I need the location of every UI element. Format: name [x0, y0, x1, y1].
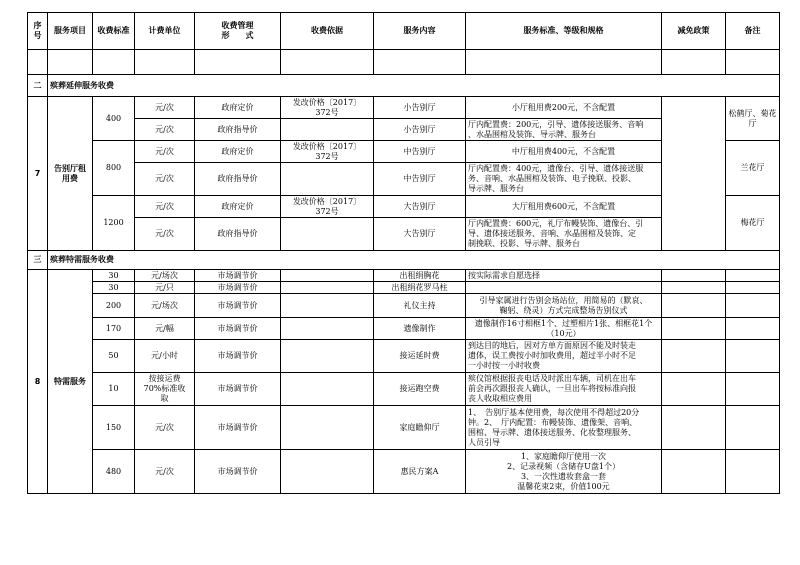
table-row: [28, 318, 780, 340]
price-cell: 50: [93, 340, 135, 373]
header-standard: 收费标准: [93, 13, 135, 50]
unit-cell: 元/次: [135, 163, 195, 196]
unit-cell: 元/次: [135, 450, 195, 494]
unit-cell: 元/场次: [135, 294, 195, 318]
basis-cell: [281, 218, 374, 251]
price-cell: 30: [93, 270, 135, 282]
item-special-service: 特需服务: [48, 270, 93, 494]
price-cell: 10: [93, 373, 135, 406]
basis-cell: [281, 450, 374, 494]
spec-cell: 厅内配置费：600元，礼厅布幔装饰、遗像台、引 导、遗体接送服务、音响、水晶围棺及装饰、定 制挽联、投影、导示牌、服务台: [466, 218, 662, 251]
section-row-3: [28, 251, 780, 270]
note-cell: 兰花厅: [726, 141, 780, 196]
note-cell: [726, 270, 780, 282]
form-cell: 市场调节价: [195, 318, 281, 340]
spec-cell: 1、 告别厅基本使用费，每次使用不得超过20分 钟。2、 厅内配置：布幔装饰、遗像架、音响、 围棺、导示牌、遗体接送服务、化妆整理服务、 人员引导: [466, 406, 662, 450]
basis-cell: [281, 373, 374, 406]
item-hall-rental: 告别厅租 用费: [48, 97, 93, 251]
table-row: [28, 406, 780, 450]
policy-cell: [662, 373, 726, 406]
price-cell: 480: [93, 450, 135, 494]
content-cell: 中告别厅: [374, 141, 466, 163]
form-cell: 政府定价: [195, 141, 281, 163]
form-cell: 政府指导价: [195, 119, 281, 141]
header-item: 服务项目: [48, 13, 93, 50]
price-cell: 170: [93, 318, 135, 340]
empty-row: [28, 50, 780, 75]
note-cell: [726, 340, 780, 373]
spec-cell: 按实际需求自愿选择: [466, 270, 662, 282]
price-cell: 30: [93, 282, 135, 294]
form-cell: 政府定价: [195, 97, 281, 119]
content-cell: 出租绢胸花: [374, 270, 466, 282]
header-policy: 减免政策: [662, 13, 726, 50]
unit-cell: 元/次: [135, 97, 195, 119]
form-cell: 政府定价: [195, 196, 281, 218]
basis-cell: [281, 163, 374, 196]
note-cell: [726, 406, 780, 450]
spec-cell: 厅内配置费：400元，遗像台、引导、遗体接送服 务、音响、水晶围棺及装饰、电子挽联、投影、 导示牌、服务台: [466, 163, 662, 196]
policy-cell: [662, 406, 726, 450]
price-cell: 200: [93, 294, 135, 318]
content-cell: 小告别厅: [374, 97, 466, 119]
basis-cell: 发改价格〔2017〕 372号: [281, 97, 374, 119]
table-row: [28, 97, 780, 119]
spec-cell: 1、家庭瞻仰厅使用一次 2、记录视频（含储存U盘1个） 3、一次性遗妆套盒一套 温馨花束2束，价值100元: [466, 450, 662, 494]
header-form: 收费管理 形 式: [195, 13, 281, 50]
form-cell: 政府指导价: [195, 218, 281, 251]
spec-cell: [466, 282, 662, 294]
policy-cell: [662, 450, 726, 494]
basis-cell: [281, 270, 374, 282]
form-cell: 市场调节价: [195, 294, 281, 318]
price-cell: 150: [93, 406, 135, 450]
content-cell: 接运跑空费: [374, 373, 466, 406]
form-cell: 政府指导价: [195, 163, 281, 196]
content-cell: 出租绢花罗马柱: [374, 282, 466, 294]
basis-cell: [281, 119, 374, 141]
content-cell: 大告别厅: [374, 218, 466, 251]
header-content: 服务内容: [374, 13, 466, 50]
note-cell: 梅花厅: [726, 196, 780, 251]
basis-cell: [281, 294, 374, 318]
header-basis: 收费依据: [281, 13, 374, 50]
table-row: [28, 450, 780, 494]
header-seq: 序号: [28, 13, 48, 50]
header-unit: 计费单位: [135, 13, 195, 50]
unit-cell: 元/场次: [135, 270, 195, 282]
unit-cell: 元/幅: [135, 318, 195, 340]
policy-cell: [662, 270, 726, 282]
note-cell: [726, 282, 780, 294]
basis-cell: 发改价格〔2017〕 372号: [281, 141, 374, 163]
spec-cell: 到达目的地后，因对方单方面原因不能及时装走 遗体，误工费按小时加收费用，超过半小时不足 一小时按一小时收费: [466, 340, 662, 373]
unit-cell: 元/次: [135, 119, 195, 141]
seq-8: 8: [28, 270, 48, 494]
form-cell: 市场调节价: [195, 270, 281, 282]
content-cell: 大告别厅: [374, 196, 466, 218]
table-row: [28, 294, 780, 318]
fee-table: [27, 12, 780, 494]
content-cell: 接运延时费: [374, 340, 466, 373]
seq-7: 7: [28, 97, 48, 251]
header-note: 备注: [726, 13, 780, 50]
spec-cell: 大厅租用费600元，不含配置: [466, 196, 662, 218]
table-row: [28, 282, 780, 294]
basis-cell: [281, 406, 374, 450]
policy-cell: [662, 97, 726, 251]
table-row: [28, 340, 780, 373]
content-cell: 家庭瞻仰厅: [374, 406, 466, 450]
section-3-number: 三: [28, 251, 48, 270]
basis-cell: 发改价格〔2017〕 372号: [281, 196, 374, 218]
note-cell: [726, 450, 780, 494]
section-row-2: [28, 75, 780, 97]
basis-cell: [281, 282, 374, 294]
policy-cell: [662, 282, 726, 294]
table-row: [28, 373, 780, 406]
section-3-title: 殡葬特需服务收费: [48, 251, 780, 270]
spec-cell: 中厅租用费400元，不含配置: [466, 141, 662, 163]
note-cell: [726, 318, 780, 340]
spec-cell: 殡仪馆根据报丧电话及时派出车辆，司机在出车 前会再次跟报丧人确认，一旦出车将按标准向报 丧人收取相应费用: [466, 373, 662, 406]
unit-cell: 元/次: [135, 406, 195, 450]
note-cell: [726, 294, 780, 318]
unit-cell: 元/小时: [135, 340, 195, 373]
unit-cell: 按接运费 70%标准收 取: [135, 373, 195, 406]
price-cell: 400: [93, 97, 135, 141]
policy-cell: [662, 294, 726, 318]
unit-cell: 元/次: [135, 196, 195, 218]
basis-cell: [281, 340, 374, 373]
form-cell: 市场调节价: [195, 373, 281, 406]
content-cell: 遗像制作: [374, 318, 466, 340]
section-2-title: 殡葬延伸服务收费: [48, 75, 780, 97]
header-row: [28, 13, 780, 50]
note-cell: [726, 373, 780, 406]
price-cell: 1200: [93, 196, 135, 251]
table-row: [28, 270, 780, 282]
policy-cell: [662, 340, 726, 373]
note-cell: 松鹤厅、菊花 厅: [726, 97, 780, 141]
basis-cell: [281, 318, 374, 340]
form-cell: 市场调节价: [195, 282, 281, 294]
unit-cell: 元/只: [135, 282, 195, 294]
spec-cell: 引导家属进行告别会场站位，用简易的（默哀、 鞠躬、绕灵）方式完成整场告别仪式: [466, 294, 662, 318]
header-spec: 服务标准、等级和规格: [466, 13, 662, 50]
spec-cell: 厅内配置费：200元，引导、遗体接送服务、音响 、水晶围棺及装饰、导示牌、服务台: [466, 119, 662, 141]
form-cell: 市场调节价: [195, 340, 281, 373]
content-cell: 中告别厅: [374, 163, 466, 196]
form-cell: 市场调节价: [195, 450, 281, 494]
unit-cell: 元/次: [135, 218, 195, 251]
content-cell: 惠民方案A: [374, 450, 466, 494]
section-2-number: 二: [28, 75, 48, 97]
form-cell: 市场调节价: [195, 406, 281, 450]
policy-cell: [662, 318, 726, 340]
unit-cell: 元/次: [135, 141, 195, 163]
content-cell: 礼仪主持: [374, 294, 466, 318]
spec-cell: 小厅租用费200元，不含配置: [466, 97, 662, 119]
price-cell: 800: [93, 141, 135, 196]
spec-cell: 遗像制作16寸相框1个、过塑相片1张、相框花1个 （10元）: [466, 318, 662, 340]
content-cell: 小告别厅: [374, 119, 466, 141]
